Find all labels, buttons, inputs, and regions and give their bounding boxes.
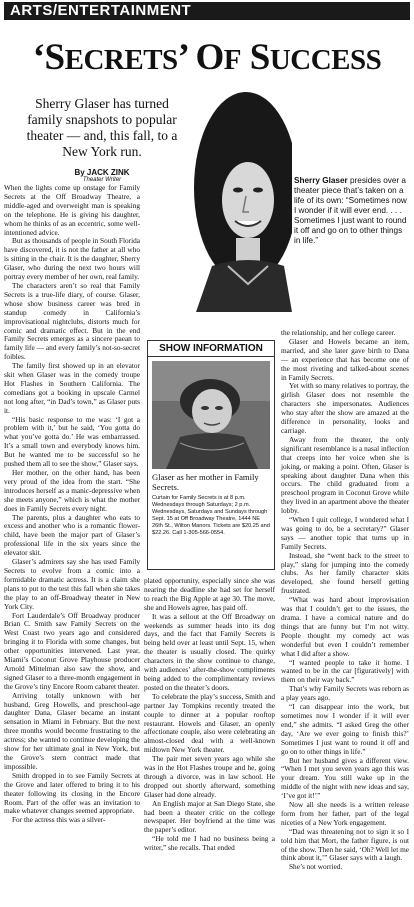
paragraph: “When I quit college, I wondered what I was going to do, be a secretary?” Glaser says — another topic that turns up in Family Secrets. <box>281 515 409 551</box>
section-banner: ARTS/ENTERTAINMENT <box>4 2 410 20</box>
paragraph: Away from the theater, the only significant resemblance is a nasal inflection that creeps into her voice when she is joking, or making a point. Often, Glaser is speaking about daughter Dana when this occurs. The child graduated from a preschool program in Coconut Grove while they lived in an apartment above the theater lobby. <box>281 434 409 516</box>
paragraph: For the actress this was a silver- <box>12 815 106 825</box>
paragraph: “I can disappear into the work, but sometimes now I wonder if it will ever end,” she admits. “I asked Greg the other day, ‘Are we ever going to finish this?’ Sometimes I just want to round it off and go on to other things in life.” <box>281 702 409 756</box>
paragraph: “Dad was threatening not to sign it so I told him that Mort, the father figure, is out of the show. Then he said, ‘Oh? Well let me think about it,’” Glaser says with a laugh. <box>281 826 409 863</box>
paragraph: Now all she needs is a written release form from her father, part of the legal niceties of a New York engagement. <box>281 800 409 827</box>
paragraph: Smith dropped in to see Family Secrets at the Grove and later offered to bring it to his theater following its closing in the Encore Room. Part of the offer was an invitation to make whatever changes seemed appropriate. <box>4 770 140 816</box>
portrait-photo <box>188 88 292 312</box>
paragraph: When the lights come up onstage for Family Secrets at the Off Broadway Theatre, a middle-aged and overweight man is speaking on the telephone. He is giving his daughter, whom he thinks of as an eccentric, some well-intentioned advice. <box>4 183 140 237</box>
paragraph: Glaser’s admirers say she has used Family Secrets to evolve from a comic into a formidable dramatic actress. It is a claim she plans to put to the test this fall when she takes the play to an off-Broadway theater in New York City. <box>4 557 140 611</box>
show-information-title: SHOW INFORMATION <box>148 341 274 357</box>
paragraph: “I wanted people to take it home. I wanted to be in the car [figuratively] with them on their way back.” <box>281 657 409 685</box>
paragraph: The parents, plus a daughter who eats to excess and another who is a romantic flower-child, have been the major part of Glaser’s professional life in the six years since the elevator skit. <box>4 512 140 558</box>
paragraph: Instead, she “went back to the street to play,” slang for jumping into the comedy clubs. As her family character skits developed, she found herself getting frustrated. <box>281 550 409 596</box>
paragraph: An English major at San Diego State, she had been a theater critic on the college newspaper. Her boyfriend at the time was the paper’s editor. <box>144 798 275 835</box>
paragraph: Arriving totally unknown with her husband, Greg Howells, and preschool-age daughter Dana, Glaser became an instant sensation in Miami in February. But the next three months would become frustrating to the actress; she wanted to continue developing the show for her ultimate goal in New York, but the Grove’s stern contract made that impossible. <box>4 690 140 771</box>
show-information-box <box>147 340 275 570</box>
byline-name: By JACK ZINK <box>74 168 130 177</box>
paragraph: It was a sellout at the Off Broadway on weekends as summer heads into its dog days, and the fact that Family Secrets is being held over at least until Sept. 15, when the theater is usually closed. The quirky characters in the show continue to change, with audiences’ after-the-show compliments being added to the complimentary reviews posted on the theater’s doors. <box>144 611 275 692</box>
paragraph: To celebrate the play’s success, Smith and partner Jay Tompkins recently treated the couple to dinner at a popular rooftop restaurant. Howels and Glaser, an openly affectionate couple, also were celebrating an almost-closed deal with a well-known midtown New York theater. <box>144 691 275 755</box>
paragraph: Fort Lauderdale’s Off Broadway producer Brian C. Smith saw Family Secrets on the West Coast two years ago and considered bringing it to Florida with some changes, but other opportunities intervened. Last year, Miami’s Coconut Grove Playhouse producer Arnold Mittelman also saw the show, and signed Glaser to a three-month engagement in the Grove’s tiny Encore Room cabaret theater. <box>4 610 140 691</box>
paragraph: That’s why Family Secrets was reborn as a play years ago. <box>281 684 409 703</box>
paragraph: “What was hard about improvisation was that I couldn’t get to the issues, the drama. I have a comical nature and do things that are funny but I’m not witty. People thought my comedy act was wonderful but even I couldn’t remember what I did after a show. <box>281 595 409 658</box>
paragraph: the relationship, and her college career. <box>281 328 396 337</box>
article-column-1 <box>4 184 140 825</box>
article-column-3 <box>281 329 409 872</box>
paragraph: The characters aren’t so real that Family Secrets is a true-life diary, of course. Glaser, whose show business career was bred in standup comedy in California’s improvisational nightclubs, distorts much for comic and dramatic effect. But in the end Family Secrets emerges as a sincere paean to family life — and every family’s not-so-secret foibles. <box>4 280 140 362</box>
paragraph: She’s not worried. <box>289 862 343 872</box>
photo-caption: Sherry Glaser presides over a theater piece that’s taken on a life of its own: “Sometimes now I wonder if it will ever end. . . . Sometimes I just want to round it off and go on to other things in life.” <box>294 176 407 245</box>
paragraph: The pair met seven years ago while she was in the Hot Flashes troupe and he, going through a divorce, was in law school. He dropped out shortly afterward, something Glaser had done already. <box>144 754 275 799</box>
paragraph: “He told me I had no business being a writer,” she recalls. That ended <box>144 834 275 853</box>
sidebar-info: Curtain for Family Secrets is at 8 p.m. Wednesdays through Saturdays; 2 p.m. Wednesdays, Saturdays and Sundays through Sept. 15 at Off Broadway Theatre, 1444 NE 26th St., Wilton Manors. Tickets are $20.25 and $22.26. Call 1-305-566-0554. <box>152 495 270 536</box>
byline-role: Theater Writer <box>82 177 122 183</box>
headline: ‘SECRETS’ OF SUCCESS <box>32 37 382 78</box>
article-column-2 <box>144 577 275 853</box>
paragraph: Her mother, on the other hand, has been very proud of the idea from the start. “She introduces herself as a manic-depressive when she meets anyone,” which is what the mother does in Family Secrets every night. <box>4 468 140 513</box>
subhead: Sherry Glaser has turned family snapshots to popular theater — and, this fall, to a New York run. <box>26 96 178 159</box>
mother-photo <box>152 361 270 469</box>
paragraph: But as thousands of people in South Florida have discovered, it is not the father at all who is sitting in the chair. It is the daughter, Sherry Glaser, who during the next two hours will portray every member of her own, real family. <box>4 236 140 282</box>
sidebar-caption: Glaser as her mother in Family Secrets. <box>152 472 259 492</box>
paragraph: “His basic response to me was: ‘I got a problem with it,’ but he said, ‘You gotta do what you’ve gotta do.’ He was embarrassed. It’s a small town and everybody knows him. But he wanted me to be successful so he pushed them all to see the show,” Glaser says. <box>4 414 140 469</box>
paragraph: Yet with so many relatives to portray, the girlish Glaser does not resemble the characters she impersonates. Audiences who stay after the show are amazed at the difference in personality, looks and carriage. <box>281 381 409 435</box>
paragraph: Glaser and Howels became an item, married, and she later gave birth to Dana — an experience that has become one of the most riveting and talked-about scenes in Family Secrets. <box>281 336 409 382</box>
paragraph: The family first showed up in an elevator skit when Glaser was in the comedy troupe Hot Flashes in Southern California. The comedians got a booking in upscale Carmel not long after, “in Dad’s town,” as Glaser puts it. <box>4 361 140 415</box>
paragraph: plated opportunity, especially since she was nearing the deadline she had set for herself to reach the Big Apple at age 30. The move, she and Howels agree, has paid off. <box>144 576 275 612</box>
byline <box>18 168 186 183</box>
paragraph: But her husband gives a different view. “When I met you seven years ago this was your dream. You still wake up in the middle of the night with new ideas and say, ‘I’ve got it!’” <box>281 755 409 801</box>
